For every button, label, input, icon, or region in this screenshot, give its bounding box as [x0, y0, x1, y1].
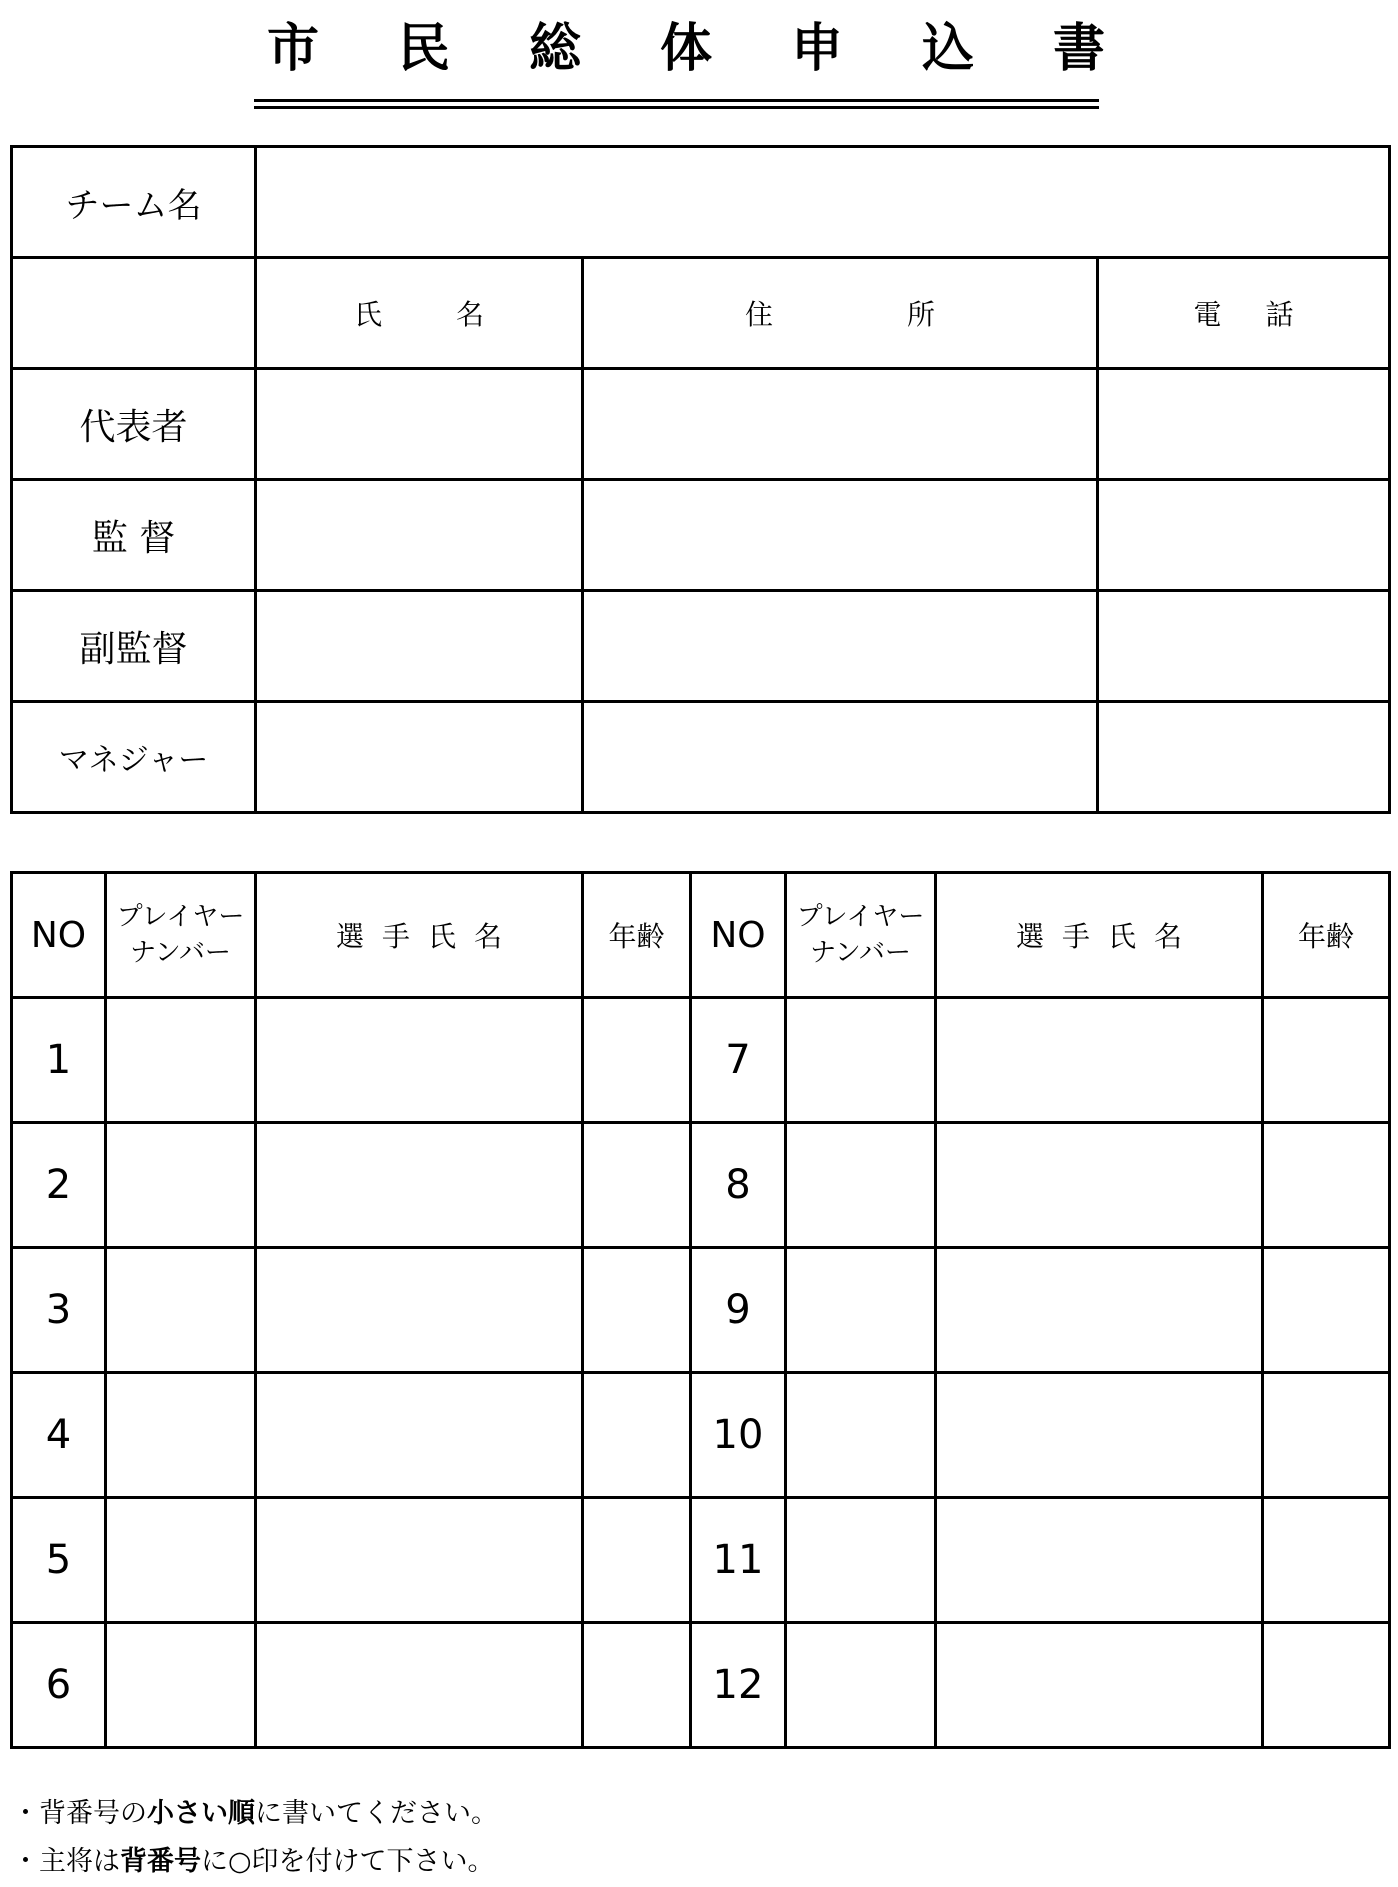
age-header: 年齢: [1263, 873, 1390, 998]
instruction-text: ・主将は: [12, 1846, 120, 1877]
instruction-text: に○印を付けて下さい。: [201, 1846, 495, 1877]
player-name-field[interactable]: [256, 1623, 583, 1748]
player-row: [12, 1498, 1390, 1623]
phone-header-char: 話: [1265, 298, 1294, 331]
staff-address-field[interactable]: [583, 591, 1098, 702]
row-number: 9: [691, 1248, 786, 1373]
phone-header-char: 電: [1193, 298, 1222, 331]
player-name-field[interactable]: [936, 998, 1263, 1123]
player-number-field[interactable]: [786, 1498, 936, 1623]
player-age-field[interactable]: [583, 1373, 691, 1498]
player-number-field[interactable]: [106, 1248, 256, 1373]
player-number-header-line: プレイヤー: [116, 902, 245, 932]
row-number: 3: [12, 1248, 106, 1373]
player-name-field[interactable]: [256, 1123, 583, 1248]
row-number: 5: [12, 1498, 106, 1623]
player-age-field[interactable]: [1263, 1373, 1390, 1498]
instruction-text: ・背番号の: [12, 1798, 147, 1829]
player-name-header: 選手氏名: [936, 873, 1263, 998]
staff-phone-field[interactable]: [1098, 480, 1390, 591]
staff-row: [12, 591, 1390, 702]
no-header: NO: [12, 873, 106, 998]
row-number: 7: [691, 998, 786, 1123]
name-header-char: 氏: [354, 298, 383, 331]
instruction-emphasis: 小さい順: [147, 1798, 255, 1829]
role-label: 副監督: [12, 591, 256, 702]
player-name-field[interactable]: [936, 1623, 1263, 1748]
player-age-field[interactable]: [583, 998, 691, 1123]
blank-header-cell: [12, 258, 256, 369]
player-name-field[interactable]: [256, 1498, 583, 1623]
instruction-emphasis: 背番号: [120, 1846, 201, 1877]
staff-name-field[interactable]: [256, 369, 583, 480]
staff-address-field[interactable]: [583, 702, 1098, 813]
instruction-line: [12, 1838, 1382, 1886]
player-name-field[interactable]: [936, 1123, 1263, 1248]
team-name-field[interactable]: [256, 147, 1390, 258]
staff-phone-field[interactable]: [1098, 591, 1390, 702]
row-number: 10: [691, 1373, 786, 1498]
player-age-field[interactable]: [583, 1498, 691, 1623]
player-name-field[interactable]: [256, 1373, 583, 1498]
player-number-field[interactable]: [786, 998, 936, 1123]
staff-phone-field[interactable]: [1098, 369, 1390, 480]
instruction-line: [12, 1790, 1382, 1838]
staff-name-field[interactable]: [256, 702, 583, 813]
player-row: [12, 1248, 1390, 1373]
player-name-field[interactable]: [256, 998, 583, 1123]
player-number-field[interactable]: [106, 1623, 256, 1748]
player-row: [12, 998, 1390, 1123]
player-name-field[interactable]: [936, 1498, 1263, 1623]
player-number-field[interactable]: [786, 1123, 936, 1248]
player-age-field[interactable]: [583, 1248, 691, 1373]
title-char: 民: [397, 19, 450, 79]
no-header: NO: [691, 873, 786, 998]
player-number-header-line: ナンバー: [810, 938, 911, 968]
instructions: [12, 1790, 1382, 1886]
player-age-field[interactable]: [583, 1123, 691, 1248]
player-age-field[interactable]: [1263, 1248, 1390, 1373]
staff-name-field[interactable]: [256, 480, 583, 591]
player-number-header-line: ナンバー: [130, 938, 231, 968]
instruction-text: に書いてください。: [255, 1798, 498, 1829]
player-number-field[interactable]: [106, 1498, 256, 1623]
player-name-field[interactable]: [936, 1373, 1263, 1498]
phone-header: [1098, 258, 1390, 369]
address-header: [583, 258, 1098, 369]
title-char: 総: [528, 19, 581, 79]
player-number-field[interactable]: [786, 1623, 936, 1748]
staff-table: [10, 145, 1391, 814]
player-name-field[interactable]: [936, 1248, 1263, 1373]
player-number-field[interactable]: [106, 1373, 256, 1498]
address-header-char: 住: [745, 298, 774, 331]
player-age-field[interactable]: [1263, 1623, 1390, 1748]
player-name-header: 選手氏名: [256, 873, 583, 998]
player-row: [12, 1623, 1390, 1748]
row-number: 2: [12, 1123, 106, 1248]
player-number-field[interactable]: [106, 1123, 256, 1248]
title-char: 体: [659, 19, 712, 79]
age-header: 年齢: [583, 873, 691, 998]
player-age-field[interactable]: [1263, 1123, 1390, 1248]
row-number: 8: [691, 1123, 786, 1248]
title-underline-bottom: [254, 106, 1099, 109]
staff-address-field[interactable]: [583, 480, 1098, 591]
title-char: 書: [1052, 19, 1105, 79]
player-row: [12, 1123, 1390, 1248]
row-number: 6: [12, 1623, 106, 1748]
form-title: [0, 14, 1398, 94]
title-char: 市: [266, 19, 319, 79]
player-number-field[interactable]: [106, 998, 256, 1123]
player-number-field[interactable]: [786, 1248, 936, 1373]
staff-row: [12, 702, 1390, 813]
staff-row: [12, 369, 1390, 480]
player-header-row: [12, 873, 1390, 998]
player-number-field[interactable]: [786, 1373, 936, 1498]
row-number: 1: [12, 998, 106, 1123]
row-number: 11: [691, 1498, 786, 1623]
player-number-header: [786, 873, 936, 998]
team-name-label: チーム名: [12, 147, 256, 258]
player-number-header: [106, 873, 256, 998]
staff-row: [12, 480, 1390, 591]
player-row: [12, 1373, 1390, 1498]
staff-phone-field[interactable]: [1098, 702, 1390, 813]
player-age-field[interactable]: [1263, 1498, 1390, 1623]
row-number: 4: [12, 1373, 106, 1498]
player-name-field[interactable]: [256, 1248, 583, 1373]
player-table: [10, 871, 1391, 1749]
player-age-field[interactable]: [583, 1623, 691, 1748]
player-age-field[interactable]: [1263, 998, 1390, 1123]
team-row: [12, 147, 1390, 258]
name-header-char: 名: [455, 298, 484, 331]
name-header: [256, 258, 583, 369]
role-label: 代表者: [12, 369, 256, 480]
player-number-header-line: プレイヤー: [796, 902, 925, 932]
staff-name-field[interactable]: [256, 591, 583, 702]
title-underline-top: [254, 99, 1099, 102]
role-label: 監 督: [12, 480, 256, 591]
staff-header-row: [12, 258, 1390, 369]
title-char: 申: [790, 19, 843, 79]
role-label: マネジャー: [12, 702, 256, 813]
staff-address-field[interactable]: [583, 369, 1098, 480]
address-header-char: 所: [906, 298, 935, 331]
row-number: 12: [691, 1623, 786, 1748]
title-char: 込: [921, 19, 974, 79]
